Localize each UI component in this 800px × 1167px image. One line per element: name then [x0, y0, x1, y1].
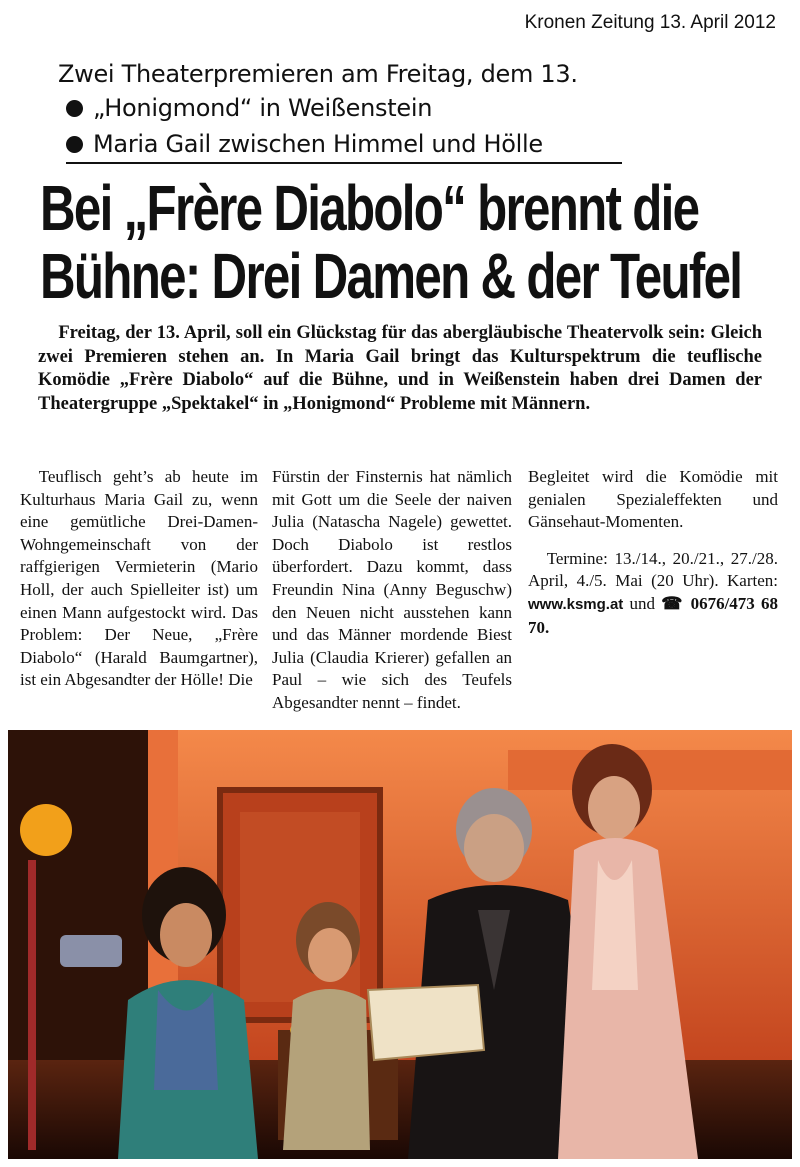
body-column-2: Fürstin der Finsternis hat nämlich mit Gott um die Seele der naiven Julia (Natascha Nagele) gewettet. Doch Diabolo ist restlos überfordert. Dazu kommt, dass Freundin Nina (Anny Beguschw) den Neuen nicht ausstehen kann und das Männer mordende Biest Julia (Claudia Krierer) gefallen an Paul – wie sich des Teufels Abgesandter nennt – findet.: [272, 467, 512, 712]
kicker-line-3: [66, 128, 622, 164]
website-link[interactable]: www.ksmg.at: [528, 595, 624, 613]
dates-info: [528, 548, 778, 639]
lead-paragraph: Freitag, der 13. April, soll ein Glückstag für das abergläubische Theatervolk sein: Gleich zwei Premieren stehen an. In Maria Gail bringt das Kulturspektrum die teuflische Komödie „Frère Diabolo“ auf die Bühne, und in Weißenstein haben drei Damen der Theatergruppe „Spektakel“ in „Honigmond“ Probleme mit Männern.: [38, 323, 762, 414]
body-column-3: [528, 466, 778, 639]
source-line: Kronen Zeitung 13. April 2012: [524, 12, 776, 33]
and-text: und: [629, 593, 656, 613]
phone-icon: ☎: [661, 593, 685, 613]
headline-line-2: Bühne: Drei Damen & der Teufel: [40, 240, 742, 312]
body-column-1: Teuflisch geht’s ab heute im Kulturhaus Maria Gail zu, wenn eine gemütliche Drei-Damen-Wohngemeinschaft von der raffgierigen Vermieterin (Mario Holl, der auch Spielleiter ist) um einen Mann aufgestockt wird. Das Problem: Der Neue, „Frère Diabolo“ (Harald Baumgartner), ist ein Abgesandter der Hölle! Die: [20, 467, 258, 690]
headline-line-1: Bei „Frère Diabolo“ brennt die: [40, 172, 699, 244]
kicker-line-2-text: „Honigmond“ in Weißenstein: [93, 94, 433, 122]
phone-number: 0676/473 68 70.: [528, 593, 778, 637]
body-column-3-text: Begleitet wird die Komödie mit genialen Spezialeffekten und Gänsehaut-Momenten.: [528, 467, 778, 532]
stage-photo: [8, 730, 792, 1159]
kicker-line-3-text: Maria Gail zwischen Himmel und Hölle: [93, 130, 543, 158]
bullet-icon: [66, 136, 83, 153]
kicker-line-2: [66, 92, 706, 124]
bullet-icon: [66, 100, 83, 117]
dates-text: Termine: 13./14., 20./21., 27./28. April, 4./5. Mai (20 Uhr). Karten:: [528, 548, 778, 591]
headline: [40, 174, 791, 310]
kicker-line-1: Zwei Theaterpremieren am Freitag, dem 13.: [58, 60, 578, 88]
stage-scene-illustration: [8, 730, 792, 1159]
